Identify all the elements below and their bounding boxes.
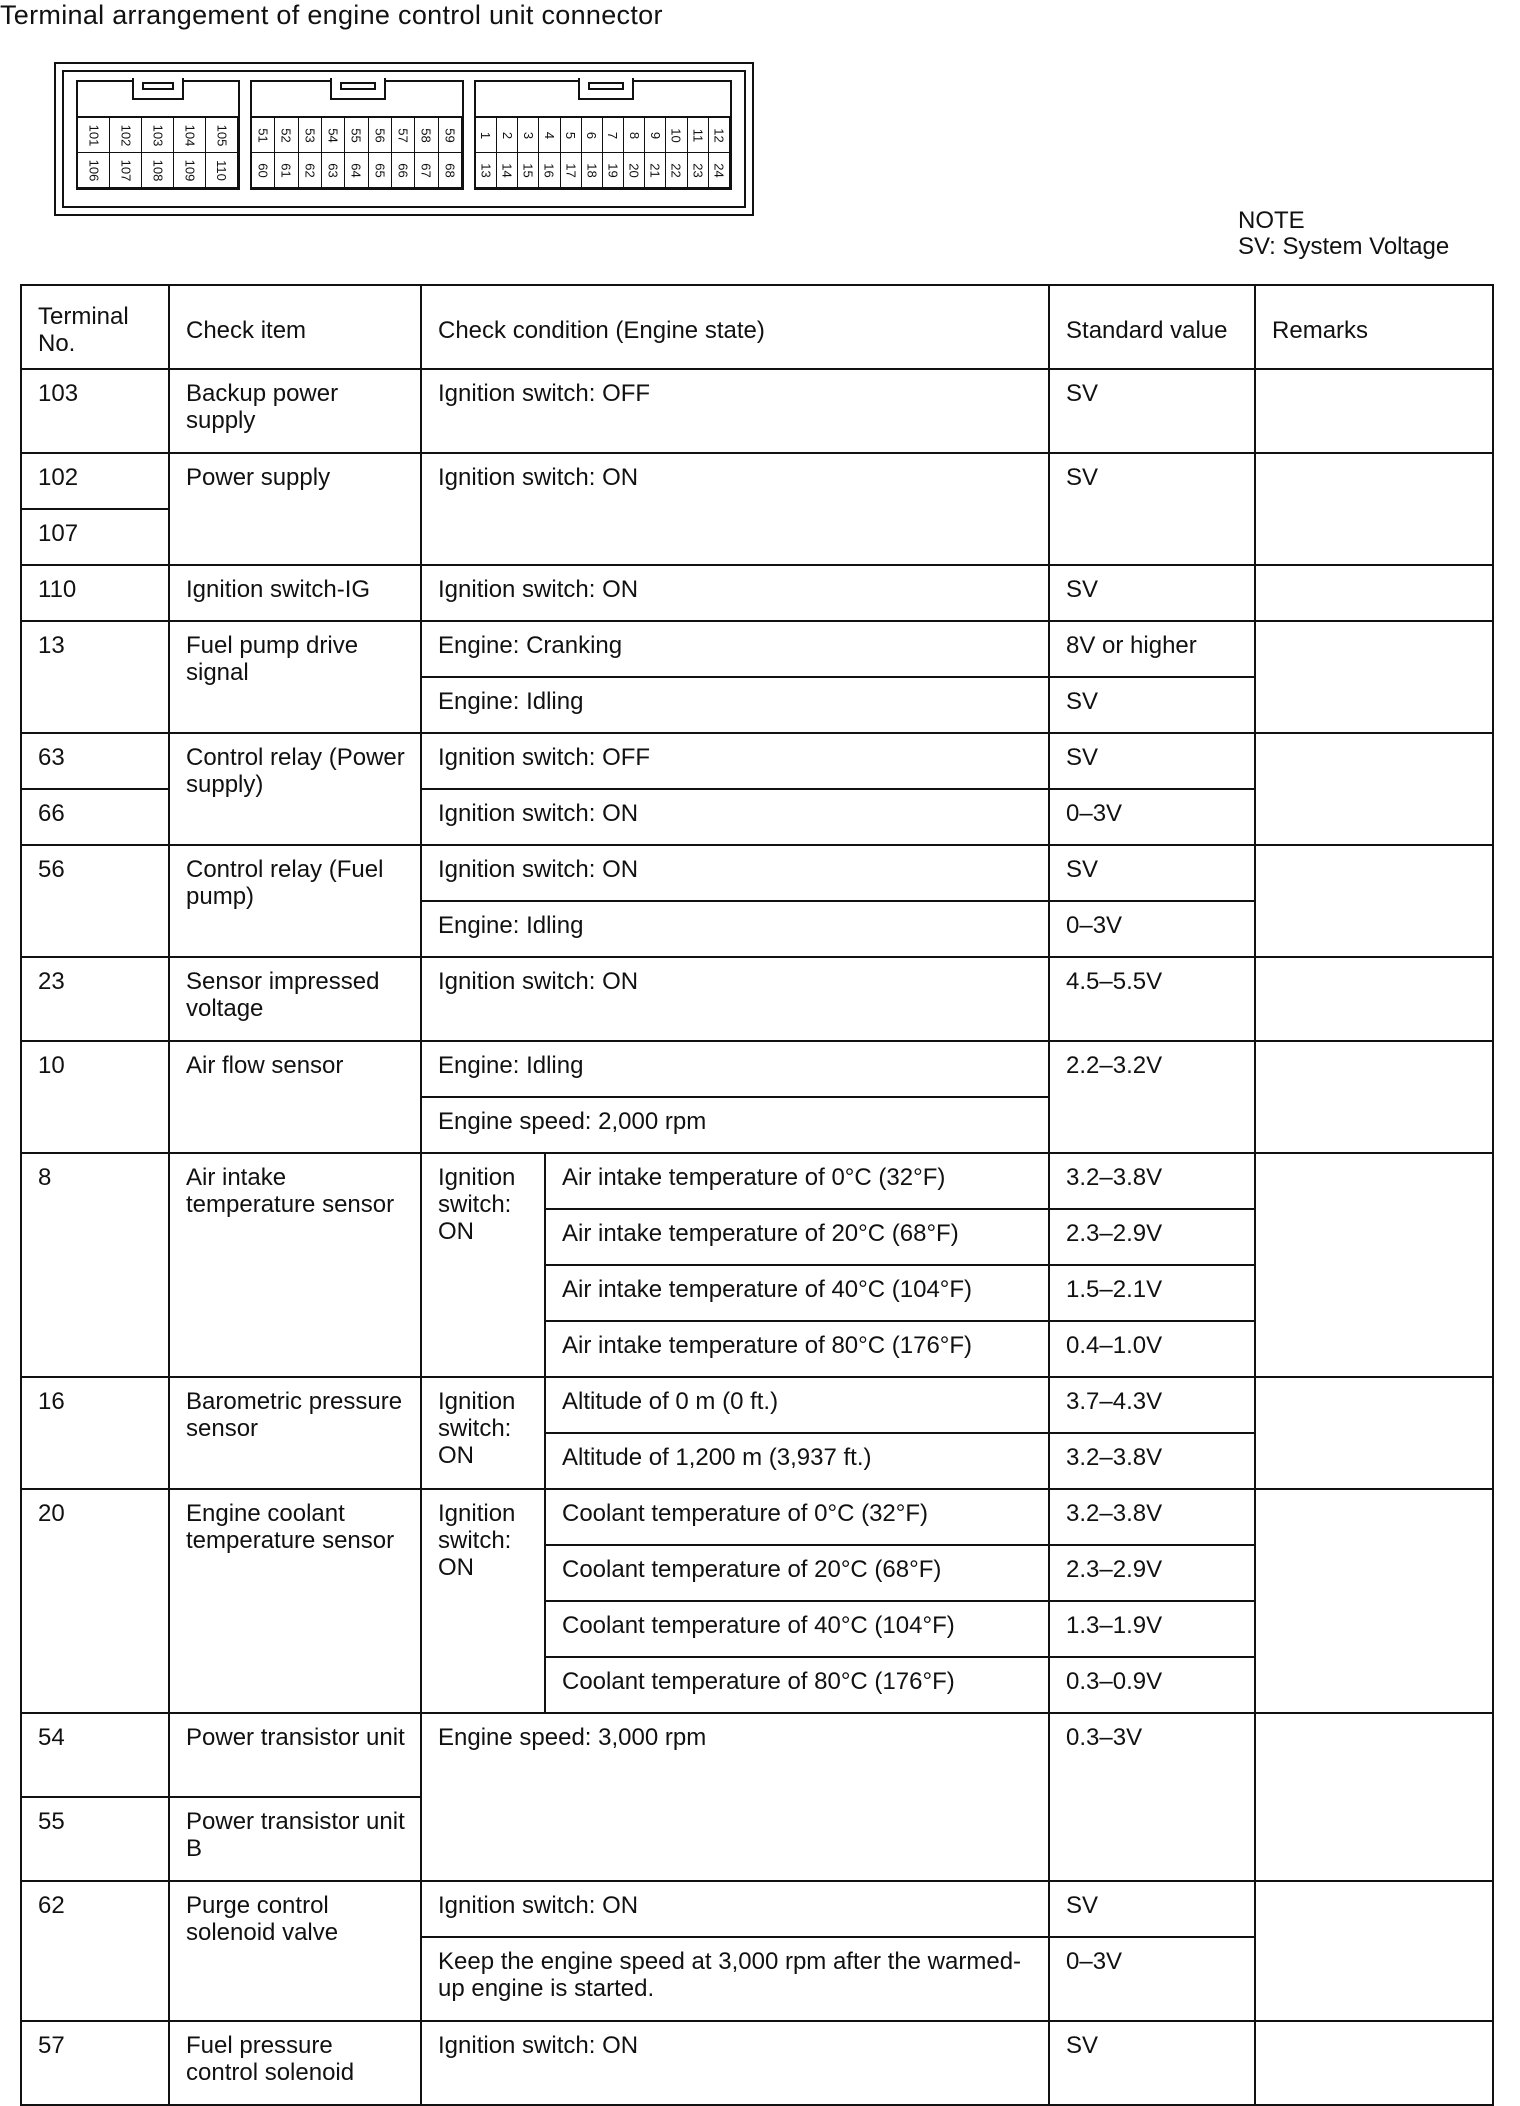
connector-pin: 53 xyxy=(299,118,322,153)
standard-value: 1.3–1.9V xyxy=(1049,1601,1255,1657)
check-condition: Ignition switch: ON xyxy=(421,845,1049,901)
standard-value: 0.3–3V xyxy=(1049,1713,1255,1881)
note-label: NOTE xyxy=(1238,207,1305,234)
table-header-row xyxy=(21,285,1493,369)
check-condition-group: Ignition switch: ON xyxy=(421,1489,545,1713)
connector-pin: 14 xyxy=(497,153,518,188)
table-row xyxy=(21,1713,1493,1797)
check-item: Fuel pressure control solenoid xyxy=(169,2021,421,2105)
connector-pin: 17 xyxy=(561,153,582,188)
check-condition: Altitude of 0 m (0 ft.) xyxy=(545,1377,1049,1433)
connector-pin: 67 xyxy=(415,153,438,188)
connector-pin: 104 xyxy=(174,118,206,153)
check-condition: Engine: Idling xyxy=(421,901,1049,957)
remarks xyxy=(1255,845,1493,957)
connector-pin: 24 xyxy=(709,153,730,188)
standard-value: 2.3–2.9V xyxy=(1049,1209,1255,1265)
connector-pin: 15 xyxy=(518,153,539,188)
spec-table xyxy=(20,284,1494,2106)
remarks xyxy=(1255,1881,1493,2021)
connector-pin: 12 xyxy=(709,118,730,153)
connector-pin: 16 xyxy=(539,153,560,188)
check-condition: Coolant temperature of 20°C (68°F) xyxy=(545,1545,1049,1601)
standard-value: SV xyxy=(1049,565,1255,621)
check-condition: Engine: Cranking xyxy=(421,621,1049,677)
connector-key xyxy=(330,78,386,100)
terminal-no: 56 xyxy=(21,845,169,957)
check-condition: Engine speed: 2,000 rpm xyxy=(421,1097,1049,1153)
terminal-no: 54 xyxy=(21,1713,169,1797)
connector-pin: 21 xyxy=(645,153,666,188)
terminal-no: 107 xyxy=(21,509,169,565)
standard-value: SV xyxy=(1049,677,1255,733)
remarks xyxy=(1255,369,1493,453)
table-row xyxy=(21,1041,1493,1097)
table-row xyxy=(21,1377,1493,1433)
check-condition: Ignition switch: OFF xyxy=(421,369,1049,453)
connector-pin: 57 xyxy=(392,118,415,153)
standard-value: 8V or higher xyxy=(1049,621,1255,677)
check-condition: Engine speed: 3,000 rpm xyxy=(421,1713,1049,1881)
connector-pin: 4 xyxy=(539,118,560,153)
check-item: Power transistor unit B xyxy=(169,1797,421,1881)
remarks xyxy=(1255,1153,1493,1377)
connector-pin: 65 xyxy=(369,153,392,188)
remarks xyxy=(1255,1489,1493,1713)
connector-pin: 23 xyxy=(688,153,709,188)
connector-pin: 61 xyxy=(275,153,298,188)
terminal-no: 16 xyxy=(21,1377,169,1489)
check-condition: Air intake temperature of 20°C (68°F) xyxy=(545,1209,1049,1265)
connector-pin: 68 xyxy=(439,153,462,188)
check-item: Air intake temperature sensor xyxy=(169,1153,421,1377)
check-condition: Air intake temperature of 40°C (104°F) xyxy=(545,1265,1049,1321)
standard-value: 3.2–3.8V xyxy=(1049,1433,1255,1489)
check-condition: Ignition switch: OFF xyxy=(421,733,1049,789)
connector-pins xyxy=(250,116,464,190)
check-condition: Ignition switch: ON xyxy=(421,957,1049,1041)
table-row xyxy=(21,1153,1493,1209)
remarks xyxy=(1255,1041,1493,1153)
check-condition-group: Ignition switch: ON xyxy=(421,1377,545,1489)
check-item: Purge control solenoid valve xyxy=(169,1881,421,2021)
connector-right-block xyxy=(474,80,732,190)
table-row xyxy=(21,565,1493,621)
table-row xyxy=(21,2021,1493,2105)
connector-pin: 106 xyxy=(78,153,110,188)
connector-pin: 51 xyxy=(252,118,275,153)
standard-value: SV xyxy=(1049,2021,1255,2105)
terminal-no: 13 xyxy=(21,621,169,733)
check-condition: Air intake temperature of 80°C (176°F) xyxy=(545,1321,1049,1377)
standard-value: 2.2–3.2V xyxy=(1049,1041,1255,1153)
terminal-no: 55 xyxy=(21,1797,169,1881)
terminal-no: 63 xyxy=(21,733,169,789)
connector-pin: 7 xyxy=(603,118,624,153)
connector-pin: 60 xyxy=(252,153,275,188)
connector-pin: 52 xyxy=(275,118,298,153)
standard-value: SV xyxy=(1049,453,1255,565)
terminal-no: 10 xyxy=(21,1041,169,1153)
check-condition: Engine: Idling xyxy=(421,1041,1049,1097)
standard-value: 1.5–2.1V xyxy=(1049,1265,1255,1321)
terminal-no: 23 xyxy=(21,957,169,1041)
connector-pin: 66 xyxy=(392,153,415,188)
connector-pin: 1 xyxy=(476,118,497,153)
connector-diagram xyxy=(54,62,754,216)
table-row xyxy=(21,621,1493,677)
connector-pin: 55 xyxy=(345,118,368,153)
connector-pin: 2 xyxy=(497,118,518,153)
connector-pin: 56 xyxy=(369,118,392,153)
check-item: Sensor impressed voltage xyxy=(169,957,421,1041)
standard-value: 0.3–0.9V xyxy=(1049,1657,1255,1713)
terminal-no: 20 xyxy=(21,1489,169,1713)
remarks xyxy=(1255,565,1493,621)
header-terminal: Terminal No. xyxy=(21,285,169,369)
header-check-item: Check item xyxy=(169,285,421,369)
connector-key xyxy=(578,78,634,100)
connector-pin: 13 xyxy=(476,153,497,188)
header-remarks: Remarks xyxy=(1255,285,1493,369)
header-check-condition: Check condition (Engine state) xyxy=(421,285,1049,369)
table-row xyxy=(21,453,1493,509)
connector-key xyxy=(132,78,184,100)
connector-pin: 54 xyxy=(322,118,345,153)
standard-value: 0.4–1.0V xyxy=(1049,1321,1255,1377)
remarks xyxy=(1255,2021,1493,2105)
table-row xyxy=(21,957,1493,1041)
connector-pin: 22 xyxy=(666,153,687,188)
check-item: Fuel pump drive signal xyxy=(169,621,421,733)
terminal-no: 62 xyxy=(21,1881,169,2021)
table-row xyxy=(21,1489,1493,1545)
connector-left-block xyxy=(76,80,240,190)
terminal-no: 8 xyxy=(21,1153,169,1377)
check-condition: Coolant temperature of 40°C (104°F) xyxy=(545,1601,1049,1657)
connector-pin: 102 xyxy=(110,118,142,153)
standard-value: SV xyxy=(1049,845,1255,901)
check-item: Air flow sensor xyxy=(169,1041,421,1153)
check-condition: Air intake temperature of 0°C (32°F) xyxy=(545,1153,1049,1209)
check-condition: Ignition switch: ON xyxy=(421,1881,1049,1937)
connector-pin: 107 xyxy=(110,153,142,188)
connector-pin: 8 xyxy=(624,118,645,153)
standard-value: 3.2–3.8V xyxy=(1049,1489,1255,1545)
connector-pin: 110 xyxy=(206,153,238,188)
check-item: Engine coolant temperature sensor xyxy=(169,1489,421,1713)
terminal-no: 102 xyxy=(21,453,169,509)
connector-pin: 11 xyxy=(688,118,709,153)
connector-pin: 19 xyxy=(603,153,624,188)
connector-pin: 10 xyxy=(666,118,687,153)
check-item: Barometric pressure sensor xyxy=(169,1377,421,1489)
check-item: Power supply xyxy=(169,453,421,565)
remarks xyxy=(1255,621,1493,733)
standard-value: 3.2–3.8V xyxy=(1049,1153,1255,1209)
table-row xyxy=(21,733,1493,789)
terminal-no: 110 xyxy=(21,565,169,621)
standard-value: SV xyxy=(1049,1881,1255,1937)
check-condition-group: Ignition switch: ON xyxy=(421,1153,545,1377)
standard-value: SV xyxy=(1049,733,1255,789)
check-condition: Ignition switch: ON xyxy=(421,789,1049,845)
standard-value: 0–3V xyxy=(1049,901,1255,957)
note-text: SV: System Voltage xyxy=(1238,233,1450,260)
terminal-no: 57 xyxy=(21,2021,169,2105)
connector-middle-block xyxy=(250,80,464,190)
connector-pin: 6 xyxy=(582,118,603,153)
standard-value: 0–3V xyxy=(1049,1937,1255,2021)
connector-pin: 64 xyxy=(345,153,368,188)
check-condition: Altitude of 1,200 m (3,937 ft.) xyxy=(545,1433,1049,1489)
check-item: Control relay (Power supply) xyxy=(169,733,421,845)
check-condition: Keep the engine speed at 3,000 rpm after the warmed-up engine is started. xyxy=(421,1937,1049,2021)
standard-value: 4.5–5.5V xyxy=(1049,957,1255,1041)
check-item: Power transistor unit xyxy=(169,1713,421,1797)
terminal-no: 66 xyxy=(21,789,169,845)
table-row xyxy=(21,845,1493,901)
connector-pin: 9 xyxy=(645,118,666,153)
check-condition: Ignition switch: ON xyxy=(421,453,1049,565)
connector-pin: 109 xyxy=(174,153,206,188)
check-condition: Coolant temperature of 0°C (32°F) xyxy=(545,1489,1049,1545)
header-standard-value: Standard value xyxy=(1049,285,1255,369)
remarks xyxy=(1255,453,1493,565)
check-condition: Coolant temperature of 80°C (176°F) xyxy=(545,1657,1049,1713)
connector-pin: 105 xyxy=(206,118,238,153)
remarks xyxy=(1255,1713,1493,1881)
check-item: Control relay (Fuel pump) xyxy=(169,845,421,957)
connector-pin: 58 xyxy=(415,118,438,153)
check-condition: Engine: Idling xyxy=(421,677,1049,733)
page-title: Terminal arrangement of engine control unit connector xyxy=(0,0,663,30)
connector-pins xyxy=(474,116,732,190)
connector-pin: 63 xyxy=(322,153,345,188)
check-condition: Ignition switch: ON xyxy=(421,2021,1049,2105)
connector-pin: 108 xyxy=(142,153,174,188)
standard-value: SV xyxy=(1049,369,1255,453)
connector-pin: 103 xyxy=(142,118,174,153)
check-item: Backup power supply xyxy=(169,369,421,453)
remarks xyxy=(1255,1377,1493,1489)
connector-pin: 18 xyxy=(582,153,603,188)
table-row xyxy=(21,369,1493,453)
terminal-no: 103 xyxy=(21,369,169,453)
standard-value: 3.7–4.3V xyxy=(1049,1377,1255,1433)
check-condition: Ignition switch: ON xyxy=(421,565,1049,621)
connector-pin: 59 xyxy=(439,118,462,153)
standard-value: 2.3–2.9V xyxy=(1049,1545,1255,1601)
connector-pins xyxy=(76,116,240,190)
connector-pin: 5 xyxy=(561,118,582,153)
connector-pin: 62 xyxy=(299,153,322,188)
connector-pin: 101 xyxy=(78,118,110,153)
remarks xyxy=(1255,733,1493,845)
remarks xyxy=(1255,957,1493,1041)
check-item: Ignition switch-IG xyxy=(169,565,421,621)
connector-pin: 20 xyxy=(624,153,645,188)
connector-pin: 3 xyxy=(518,118,539,153)
standard-value: 0–3V xyxy=(1049,789,1255,845)
note xyxy=(1238,208,1449,260)
table-row xyxy=(21,1881,1493,1937)
